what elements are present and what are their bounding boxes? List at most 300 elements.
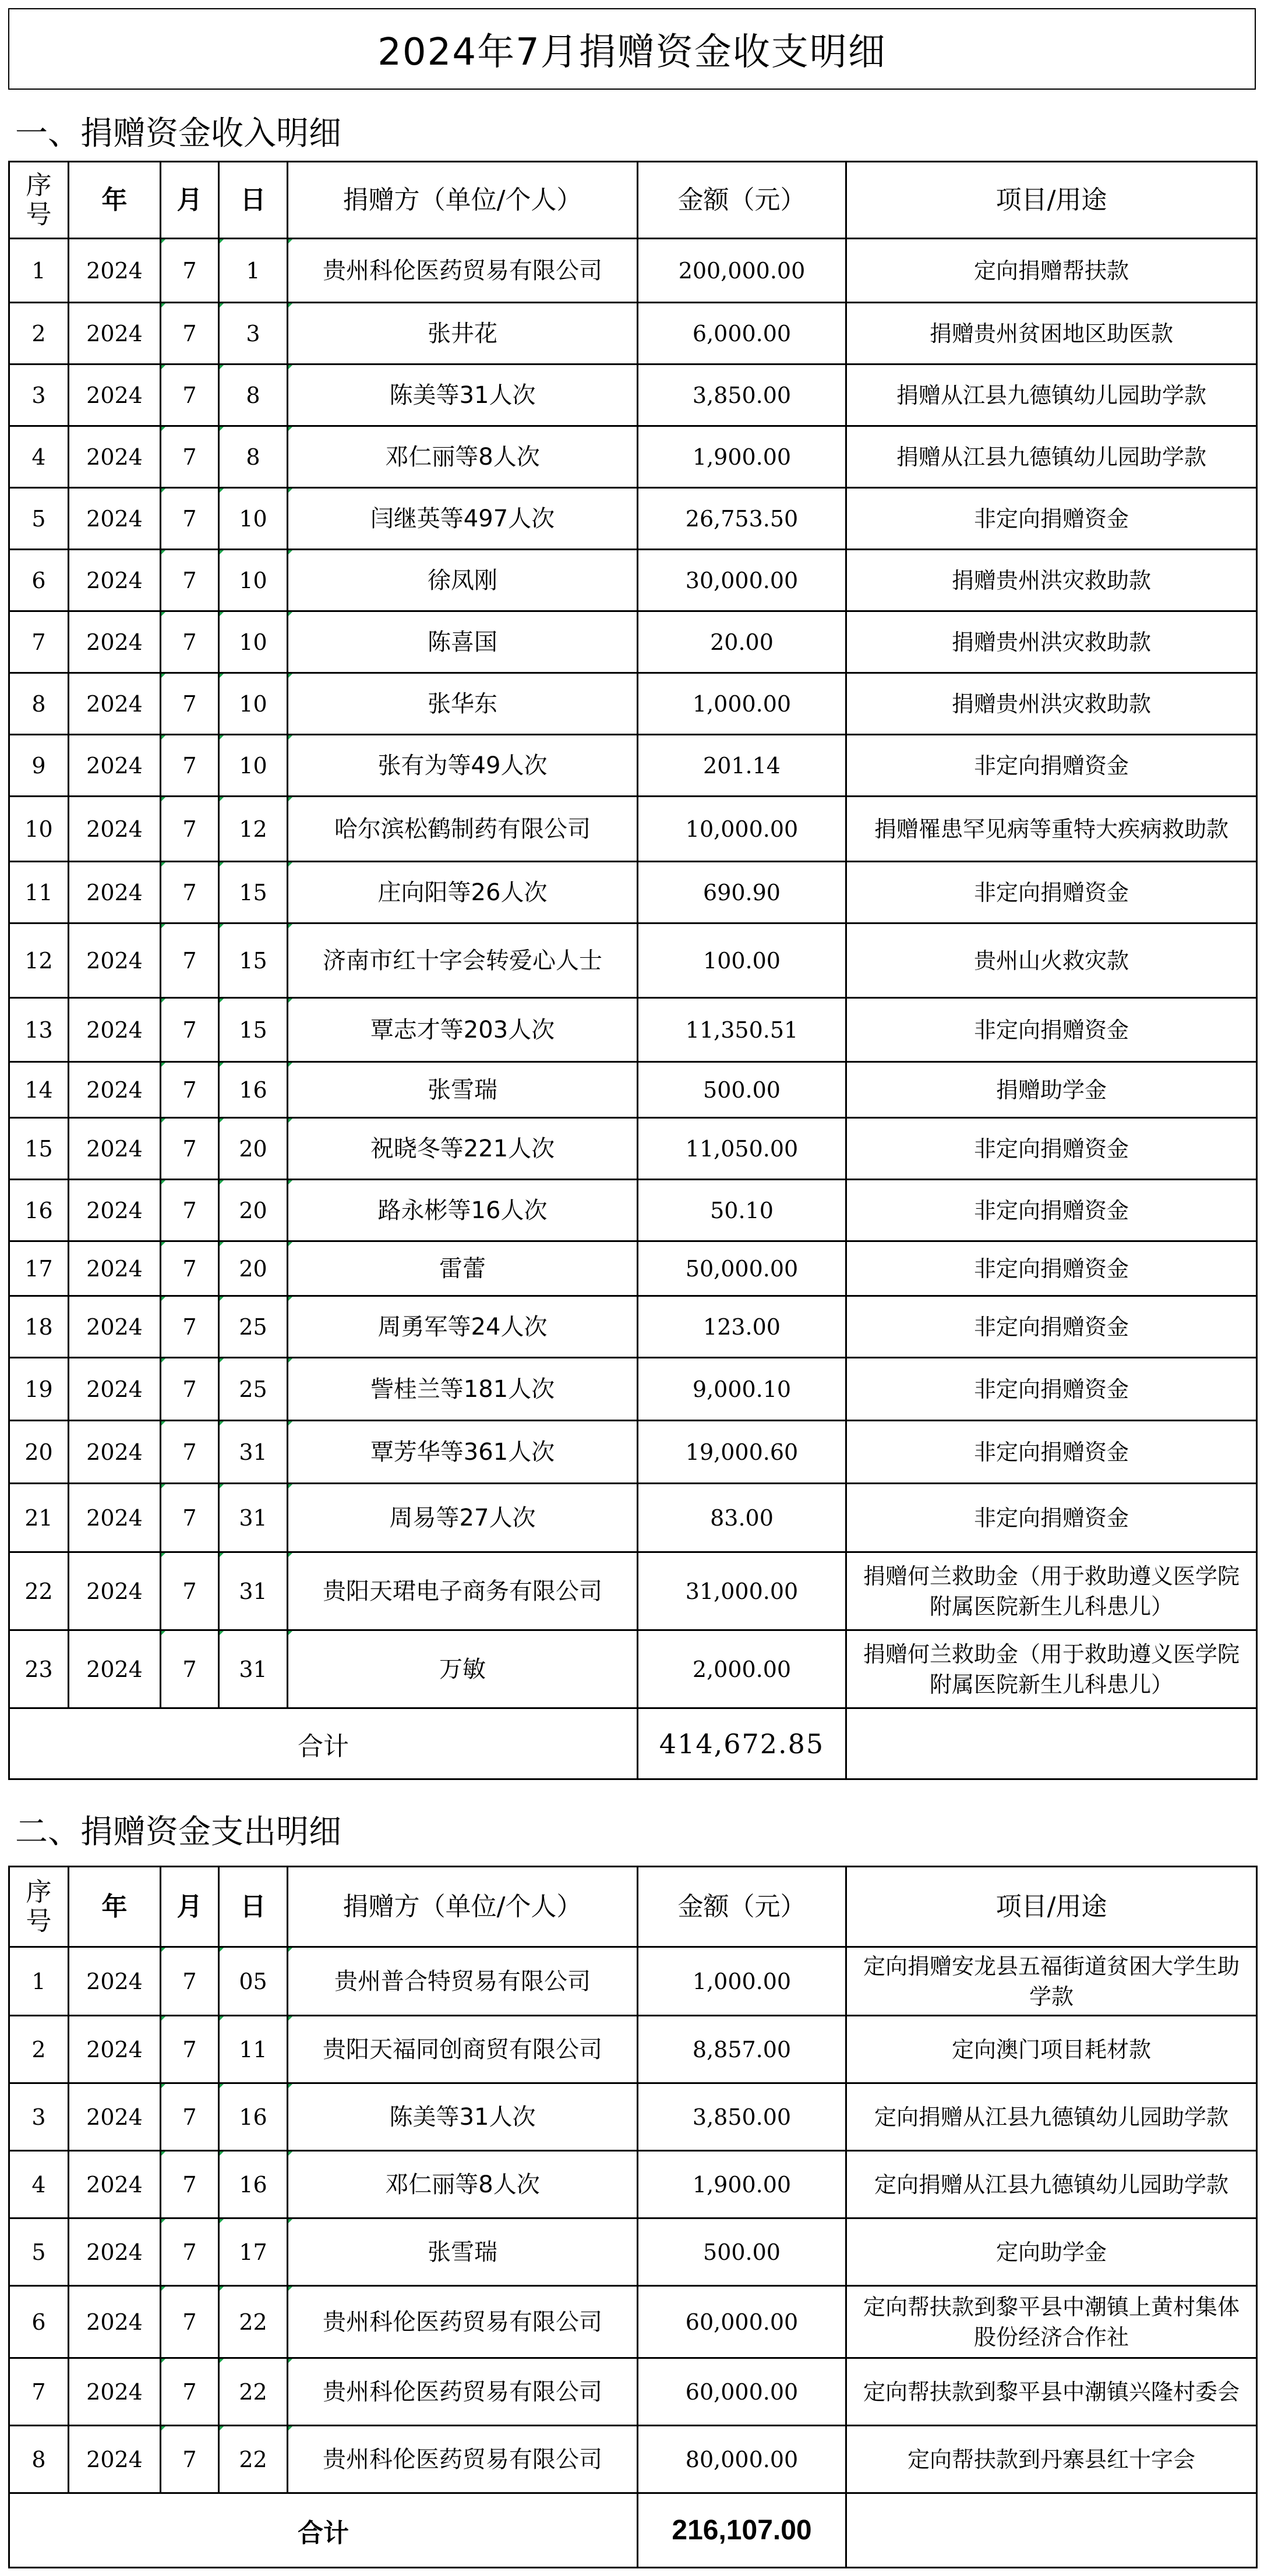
amount-cell: 1,900.00: [638, 426, 846, 488]
day-cell: [219, 735, 288, 797]
month-cell: [161, 998, 219, 1062]
donor-cell-text: 贵阳天福同创商贸有限公司: [323, 2036, 602, 2063]
cell-marker-icon: [220, 735, 224, 739]
purpose-cell: 捐赠从江县九德镇幼儿园助学款: [846, 426, 1257, 488]
total-label: 合计: [9, 2493, 638, 2568]
table-row: [9, 2151, 1257, 2218]
donor-cell: [288, 611, 638, 673]
day-cell: [219, 923, 288, 998]
seq-cell: 5: [9, 488, 69, 550]
seq-cell: 12: [9, 923, 69, 998]
day-cell-text: 16: [239, 2171, 267, 2198]
amount-cell: 10,000.00: [638, 797, 846, 862]
day-cell: [219, 2358, 288, 2426]
cell-marker-icon: [161, 2219, 165, 2223]
seq-cell: 4: [9, 426, 69, 488]
amount-cell: 26,753.50: [638, 488, 846, 550]
purpose-cell: 定向帮扶款到丹寨县红十字会: [846, 2426, 1257, 2493]
total-row: [9, 1708, 1257, 1779]
cell-marker-icon: [220, 1242, 224, 1246]
month-cell-text: 7: [182, 1255, 197, 1282]
purpose-cell: 捐赠从江县九德镇幼儿园助学款: [846, 365, 1257, 426]
month-cell-text: 7: [182, 2309, 197, 2335]
month-cell-text: 7: [182, 2104, 197, 2130]
purpose-cell: 非定向捐赠资金: [846, 1180, 1257, 1241]
month-cell: [161, 488, 219, 550]
purpose-cell: 捐赠贵州洪灾救助款: [846, 550, 1257, 611]
table-row: [9, 303, 1257, 365]
table-row: [9, 673, 1257, 735]
cell-marker-icon: [288, 2219, 292, 2223]
cell-marker-icon: [220, 2287, 224, 2291]
day-cell: [219, 488, 288, 550]
donor-cell: [288, 923, 638, 998]
month-cell: [161, 923, 219, 998]
cell-marker-icon: [220, 2426, 224, 2430]
year-cell: 2024: [69, 1358, 161, 1421]
month-cell-text: 7: [182, 816, 197, 842]
day-cell: [219, 998, 288, 1062]
day-cell: [219, 797, 288, 862]
seq-cell: 14: [9, 1062, 69, 1118]
purpose-cell: 定向帮扶款到黎平县中潮镇上黄村集体股份经济合作社: [846, 2286, 1257, 2358]
day-cell-text: 8: [246, 382, 260, 408]
donor-cell: [288, 1296, 638, 1358]
seq-cell: 6: [9, 2286, 69, 2358]
cell-marker-icon: [220, 612, 224, 616]
cell-marker-icon: [161, 2287, 165, 2291]
day-cell-text: 20: [239, 1197, 267, 1223]
day-cell: [219, 1484, 288, 1552]
expense-header-row: [9, 1867, 1257, 1947]
income-section-heading: 一、捐赠资金收入明细: [15, 115, 341, 153]
year-cell: 2024: [69, 488, 161, 550]
day-cell: [219, 550, 288, 611]
amount-cell: 60,000.00: [638, 2358, 846, 2426]
day-cell: [219, 673, 288, 735]
cell-marker-icon: [220, 1063, 224, 1067]
total-label: 合计: [9, 1708, 638, 1779]
cell-marker-icon: [161, 489, 165, 493]
donor-cell: [288, 1241, 638, 1296]
day-cell-text: 31: [239, 1505, 267, 1531]
month-cell-text: 7: [182, 879, 197, 905]
amount-cell: 8,857.00: [638, 2016, 846, 2083]
purpose-cell: 定向捐赠安龙县五福街道贫困大学生助学款: [846, 1947, 1257, 2016]
purpose-cell: 非定向捐赠资金: [846, 735, 1257, 797]
donor-cell-text: 张华东: [428, 690, 497, 717]
cell-marker-icon: [161, 924, 165, 928]
header-seq: 序号: [9, 1867, 69, 1947]
amount-cell: 9,000.10: [638, 1358, 846, 1421]
donor-cell: [288, 862, 638, 923]
day-cell: [219, 1358, 288, 1421]
amount-cell: 201.14: [638, 735, 846, 797]
seq-cell: 1: [9, 239, 69, 303]
cell-marker-icon: [161, 2152, 165, 2156]
month-cell-text: 7: [182, 1376, 197, 1402]
donor-cell-text: 周勇军等24人次: [377, 1313, 548, 1340]
cell-marker-icon: [161, 1063, 165, 1067]
day-cell-text: 22: [239, 2379, 267, 2405]
cell-marker-icon: [220, 303, 224, 307]
amount-cell: 3,850.00: [638, 365, 846, 426]
donor-cell-text: 徐凤刚: [428, 567, 497, 594]
year-cell: 2024: [69, 998, 161, 1062]
day-cell: [219, 1552, 288, 1630]
amount-cell: 200,000.00: [638, 239, 846, 303]
purpose-cell: 非定向捐赠资金: [846, 1421, 1257, 1484]
amount-cell: 80,000.00: [638, 2426, 846, 2493]
expense-table: [8, 1866, 1258, 2568]
seq-cell: 13: [9, 998, 69, 1062]
cell-marker-icon: [288, 2287, 292, 2291]
purpose-cell: 定向捐赠从江县九德镇幼儿园助学款: [846, 2151, 1257, 2218]
day-cell-text: 31: [239, 1656, 267, 1682]
year-cell: 2024: [69, 2083, 161, 2151]
cell-marker-icon: [288, 999, 292, 1003]
cell-marker-icon: [288, 2084, 292, 2088]
purpose-cell: 定向帮扶款到黎平县中潮镇兴隆村委会: [846, 2358, 1257, 2426]
day-cell-text: 10: [239, 567, 267, 593]
header-amount: 金额（元）: [638, 162, 846, 239]
donor-cell: [288, 1118, 638, 1180]
month-cell-text: 7: [182, 752, 197, 779]
table-row: [9, 2083, 1257, 2151]
donor-cell-text: 贵州科伦医药贸易有限公司: [323, 257, 602, 284]
cell-marker-icon: [288, 365, 292, 369]
seq-cell: 3: [9, 365, 69, 426]
month-cell-text: 7: [182, 2239, 197, 2265]
purpose-cell: 定向捐赠帮扶款: [846, 239, 1257, 303]
total-amount: 414,672.85: [638, 1708, 846, 1779]
cell-marker-icon: [288, 489, 292, 493]
cell-marker-icon: [161, 550, 165, 554]
donor-cell-text: 万敏: [439, 1655, 486, 1683]
year-cell: 2024: [69, 1947, 161, 2016]
day-cell-text: 20: [239, 1135, 267, 1162]
month-cell-text: 7: [182, 1578, 197, 1604]
month-cell-text: 7: [182, 505, 197, 532]
purpose-cell: 非定向捐赠资金: [846, 1241, 1257, 1296]
header-donor: 捐赠方（单位/个人）: [288, 1867, 638, 1947]
day-cell: [219, 611, 288, 673]
month-cell-text: 7: [182, 691, 197, 717]
cell-marker-icon: [288, 862, 292, 866]
purpose-cell: 定向澳门项目耗材款: [846, 2016, 1257, 2083]
cell-marker-icon: [220, 924, 224, 928]
day-cell-text: 22: [239, 2309, 267, 2335]
amount-cell: 11,050.00: [638, 1118, 846, 1180]
cell-marker-icon: [220, 797, 224, 801]
cell-marker-icon: [220, 2152, 224, 2156]
seq-cell: 10: [9, 797, 69, 862]
total-empty-cell: [846, 2493, 1257, 2568]
month-cell-text: 7: [182, 1439, 197, 1465]
day-cell-text: 10: [239, 691, 267, 717]
day-cell-text: 15: [239, 879, 267, 905]
day-cell: [219, 2286, 288, 2358]
year-cell: 2024: [69, 1552, 161, 1630]
cell-marker-icon: [220, 1484, 224, 1488]
cell-marker-icon: [220, 1553, 224, 1557]
month-cell: [161, 2151, 219, 2218]
donor-cell: [288, 1552, 638, 1630]
table-row: [9, 862, 1257, 923]
table-row: [9, 1062, 1257, 1118]
amount-cell: 50,000.00: [638, 1241, 846, 1296]
cell-marker-icon: [288, 1180, 292, 1184]
month-cell: [161, 1062, 219, 1118]
month-cell: [161, 2218, 219, 2286]
cell-marker-icon: [288, 1948, 292, 1952]
donor-cell: [288, 1421, 638, 1484]
day-cell: [219, 1947, 288, 2016]
table-row: [9, 1241, 1257, 1296]
year-cell: 2024: [69, 923, 161, 998]
purpose-cell: 非定向捐赠资金: [846, 1118, 1257, 1180]
donor-cell-text: 张有为等49人次: [377, 752, 548, 779]
cell-marker-icon: [288, 550, 292, 554]
month-cell: [161, 1630, 219, 1708]
amount-cell: 60,000.00: [638, 2286, 846, 2358]
purpose-cell: 捐赠贵州洪灾救助款: [846, 673, 1257, 735]
year-cell: 2024: [69, 1421, 161, 1484]
year-cell: 2024: [69, 1118, 161, 1180]
total-amount: 216,107.00: [638, 2493, 846, 2568]
month-cell: [161, 2358, 219, 2426]
day-cell-text: 17: [239, 2239, 267, 2265]
month-cell: [161, 1484, 219, 1552]
seq-cell: 22: [9, 1552, 69, 1630]
year-cell: 2024: [69, 1062, 161, 1118]
cell-marker-icon: [161, 797, 165, 801]
month-cell: [161, 1552, 219, 1630]
day-cell: [219, 1118, 288, 1180]
cell-marker-icon: [161, 1297, 165, 1301]
header-seq: 序号: [9, 162, 69, 239]
seq-cell: 1: [9, 1947, 69, 2016]
cell-marker-icon: [288, 797, 292, 801]
table-row: [9, 550, 1257, 611]
cell-marker-icon: [288, 2426, 292, 2430]
donor-cell-text: 贵州科伦医药贸易有限公司: [323, 2446, 602, 2473]
month-cell-text: 7: [182, 2446, 197, 2472]
month-cell: [161, 797, 219, 862]
day-cell: [219, 2083, 288, 2151]
amount-cell: 2,000.00: [638, 1630, 846, 1708]
donor-cell: [288, 2083, 638, 2151]
purpose-cell: 非定向捐赠资金: [846, 998, 1257, 1062]
purpose-cell: 贵州山火救灾款: [846, 923, 1257, 998]
year-cell: 2024: [69, 1484, 161, 1552]
seq-cell: 9: [9, 735, 69, 797]
purpose-cell: 非定向捐赠资金: [846, 1296, 1257, 1358]
cell-marker-icon: [220, 1358, 224, 1363]
header-year: 年: [69, 1867, 161, 1947]
cell-marker-icon: [161, 999, 165, 1003]
day-cell-text: 10: [239, 629, 267, 655]
month-cell: [161, 303, 219, 365]
amount-cell: 690.90: [638, 862, 846, 923]
month-cell: [161, 2286, 219, 2358]
amount-cell: 3,850.00: [638, 2083, 846, 2151]
month-cell: [161, 735, 219, 797]
donor-cell: [288, 426, 638, 488]
purpose-cell: 非定向捐赠资金: [846, 1484, 1257, 1552]
day-cell-text: 11: [239, 2036, 267, 2062]
seq-cell: 17: [9, 1241, 69, 1296]
table-row: [9, 2016, 1257, 2083]
month-cell-text: 7: [182, 1017, 197, 1043]
month-cell-text: 7: [182, 1135, 197, 1162]
seq-cell: 19: [9, 1358, 69, 1421]
seq-cell: 20: [9, 1421, 69, 1484]
seq-cell: 18: [9, 1296, 69, 1358]
donor-cell: [288, 303, 638, 365]
seq-cell: 8: [9, 2426, 69, 2493]
table-row: [9, 923, 1257, 998]
purpose-cell: 非定向捐赠资金: [846, 488, 1257, 550]
header-month: 月: [161, 1867, 219, 1947]
seq-cell: 21: [9, 1484, 69, 1552]
month-cell: [161, 239, 219, 303]
day-cell: [219, 1421, 288, 1484]
donor-cell: [288, 550, 638, 611]
purpose-cell: 捐赠何兰救助金（用于救助遵义医学院附属医院新生儿科患儿）: [846, 1630, 1257, 1708]
month-cell: [161, 1947, 219, 2016]
cell-marker-icon: [288, 735, 292, 739]
cell-marker-icon: [288, 239, 292, 243]
purpose-cell: 捐赠助学金: [846, 1062, 1257, 1118]
donor-cell-text: 贵阳天珺电子商务有限公司: [323, 1577, 602, 1605]
donor-cell: [288, 1358, 638, 1421]
total-empty-cell: [846, 1708, 1257, 1779]
day-cell-text: 3: [246, 320, 260, 346]
table-row: [9, 1180, 1257, 1241]
cell-marker-icon: [220, 999, 224, 1003]
donor-cell: [288, 735, 638, 797]
month-cell-text: 7: [182, 2171, 197, 2198]
month-cell: [161, 611, 219, 673]
amount-cell: 100.00: [638, 923, 846, 998]
year-cell: 2024: [69, 1180, 161, 1241]
cell-marker-icon: [220, 1631, 224, 1635]
cell-marker-icon: [288, 1421, 292, 1425]
donor-cell-text: 闫继英等497人次: [370, 505, 555, 532]
seq-cell: 7: [9, 2358, 69, 2426]
cell-marker-icon: [161, 735, 165, 739]
cell-marker-icon: [161, 1421, 165, 1425]
day-cell-text: 05: [239, 1968, 267, 1994]
year-cell: 2024: [69, 550, 161, 611]
day-cell-text: 1: [246, 257, 260, 284]
purpose-cell: 捐赠何兰救助金（用于救助遵义医学院附属医院新生儿科患儿）: [846, 1552, 1257, 1630]
donor-cell: [288, 2286, 638, 2358]
amount-cell: 83.00: [638, 1484, 846, 1552]
table-row: [9, 1484, 1257, 1552]
donor-cell-text: 哈尔滨松鹤制药有限公司: [334, 815, 591, 843]
month-cell-text: 7: [182, 947, 197, 974]
donor-cell-text: 周易等27人次: [389, 1504, 536, 1531]
purpose-cell: 捐赠贵州贫困地区助医款: [846, 303, 1257, 365]
table-row: [9, 797, 1257, 862]
header-year: 年: [69, 162, 161, 239]
year-cell: 2024: [69, 365, 161, 426]
donor-cell: [288, 2218, 638, 2286]
donor-cell: [288, 1180, 638, 1241]
table-row: [9, 1552, 1257, 1630]
cell-marker-icon: [288, 1119, 292, 1123]
donor-cell: [288, 1484, 638, 1552]
cell-marker-icon: [161, 674, 165, 678]
table-row: [9, 426, 1257, 488]
month-cell-text: 7: [182, 2379, 197, 2405]
seq-cell: 11: [9, 862, 69, 923]
month-cell: [161, 2083, 219, 2151]
cell-marker-icon: [161, 1631, 165, 1635]
donor-cell-text: 覃芳华等361人次: [370, 1438, 555, 1466]
day-cell-text: 20: [239, 1255, 267, 1282]
cell-marker-icon: [220, 365, 224, 369]
seq-cell: 6: [9, 550, 69, 611]
table-row: [9, 488, 1257, 550]
cell-marker-icon: [288, 1063, 292, 1067]
month-cell-text: 7: [182, 320, 197, 346]
purpose-cell: 捐赠贵州洪灾救助款: [846, 611, 1257, 673]
cell-marker-icon: [288, 612, 292, 616]
amount-cell: 19,000.60: [638, 1421, 846, 1484]
donor-cell-text: 祝晓冬等221人次: [370, 1135, 555, 1162]
cell-marker-icon: [220, 489, 224, 493]
purpose-cell: 非定向捐赠资金: [846, 862, 1257, 923]
donor-cell-text: 陈美等31人次: [389, 2103, 536, 2131]
table-row: [9, 1947, 1257, 2016]
amount-cell: 30,000.00: [638, 550, 846, 611]
day-cell: [219, 239, 288, 303]
cell-marker-icon: [288, 1631, 292, 1635]
donor-cell-text: 张雪瑞: [428, 2238, 497, 2266]
amount-cell: 1,000.00: [638, 1947, 846, 2016]
month-cell-text: 7: [182, 1077, 197, 1103]
year-cell: 2024: [69, 2016, 161, 2083]
total-row: [9, 2493, 1257, 2568]
year-cell: 2024: [69, 2426, 161, 2493]
year-cell: 2024: [69, 2151, 161, 2218]
table-row: [9, 2218, 1257, 2286]
donor-cell: [288, 2358, 638, 2426]
cell-marker-icon: [288, 674, 292, 678]
seq-cell: 2: [9, 303, 69, 365]
header-day: 日: [219, 162, 288, 239]
table-row: [9, 365, 1257, 426]
day-cell: [219, 426, 288, 488]
seq-cell: 3: [9, 2083, 69, 2151]
donor-cell-text: 贵州普合特贸易有限公司: [334, 1968, 591, 1995]
month-cell-text: 7: [182, 1656, 197, 1682]
day-cell-text: 10: [239, 752, 267, 779]
day-cell: [219, 303, 288, 365]
income-header-row: [9, 162, 1257, 239]
donor-cell: [288, 2426, 638, 2493]
donor-cell: [288, 365, 638, 426]
cell-marker-icon: [220, 1180, 224, 1184]
amount-cell: 11,350.51: [638, 998, 846, 1062]
donor-cell-text: 贵州科伦医药贸易有限公司: [323, 2308, 602, 2336]
donor-cell-text: 陈美等31人次: [389, 381, 536, 409]
seq-cell: 8: [9, 673, 69, 735]
header-day: 日: [219, 1867, 288, 1947]
